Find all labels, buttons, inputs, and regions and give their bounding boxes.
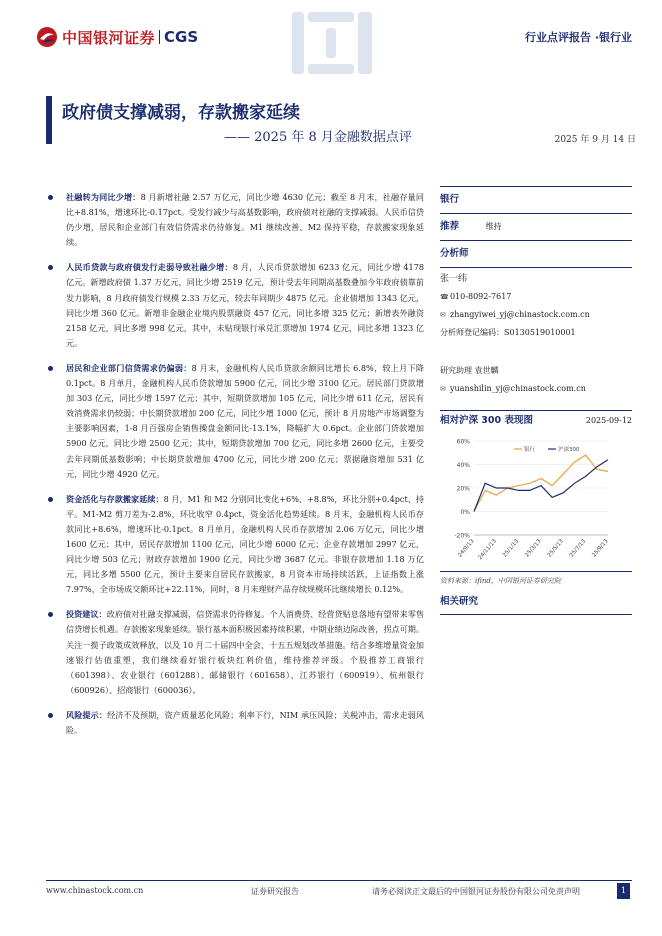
y-tick-label: 40% [456, 462, 470, 469]
page-header [0, 0, 662, 80]
legend-label: 银行 [524, 447, 536, 453]
title-block [46, 96, 636, 146]
sidebar [440, 186, 632, 615]
assistant-email-row [440, 380, 632, 398]
chart-date: 2025-09-12 [585, 416, 632, 425]
x-tick-label: 25/1/13 [501, 538, 521, 559]
phone-icon: ☎ [440, 293, 449, 301]
analyst-phone: 010-8092-7617 [450, 292, 512, 301]
email-icon: ✉ [440, 311, 446, 319]
bullet-loans-govbonds: 人民币贷款与政府债发行走弱导致社融少增：8 月，人民币贷款增加 6233 亿元，同比少增 4178 亿元。新增政府债 1.37 万亿元，同比少增 2519 亿元，预计受去年同期高基数叠加今年政府债靠前发力影响，8 月政府债发行规模 2.33 万亿元，较去年同期少 4875 亿元。企业债增加 1343 亿元，同比少增 360 亿元。新增非金融企业境内股票融资 457 亿元，同比多增 325 亿元；新增表外融资 2158 亿元，同比多增 998 亿元，其中，未贴现银行承兑汇票增加 1974 亿元，同比多增 1323 亿元。 [46, 260, 424, 351]
rating-label: 推荐 [440, 221, 460, 232]
bullet-investment-advice: 投资建议：政府债对社融支撑减弱，信贷需求仍待修复。个人消费贷、经营贷贴息落地有望带来零售信贷增长机遇。存款搬家现象延续。银行基本面积极因素持续积累，中期业绩边际改善，拐点可期。关注一揽子政策成效释放，以及 10 月二十届四中全会、十五五规划改革措施。结合多维增量资金加速银行估值重塑，我们继续看好银行板块红利价值，维持推荐评级。个股推荐工商银行（601398）、农业银行（601288）、邮储银行（601658）、江苏银行（600919）、杭州银行（600926）、招商银行（600036）。 [46, 607, 424, 698]
rating-value: 维持 [485, 222, 502, 231]
watermark-graphic [288, 8, 376, 78]
footer-disclaimer: 请务必阅读正文最后的中国银河证券股份有限公司免责声明 [372, 887, 580, 896]
x-tick-label: 25/5/13 [546, 538, 565, 559]
x-tick-label: 25/9/13 [591, 538, 610, 559]
relative-performance-chart [440, 431, 632, 571]
sidebar-rule [440, 614, 632, 615]
title-accent-bar [46, 96, 52, 144]
y-tick-label: 60% [456, 438, 470, 446]
sub-title: —— 2025 年 8 月金融数据点评 [224, 130, 412, 145]
industry-label: 银行 [440, 194, 460, 205]
bullet-dot-icon [48, 366, 53, 371]
analyst-heading: 分析师 [440, 248, 469, 259]
bullet-dot-icon [48, 713, 53, 718]
x-tick-label: 25/3/13 [524, 538, 543, 559]
y-tick-label: -20% [454, 532, 470, 540]
analyst-cert: 分析师登记编码：S0130519010001 [440, 328, 576, 337]
chart-svg [440, 431, 632, 571]
sidebar-rule [440, 267, 632, 268]
bullet-social-financing: 社融转为同比少增：8 月新增社融 2.57 万亿元，同比少增 4630 亿元；截至 8 月末，社融存量同比+8.81%，增速环比-0.17pct。受发行减少与高基数影响，政府债对社融的支撑减弱。人民币信贷仍少增，居民和企业部门有效信贷需求仍待修复。M1 继续改善、M2 保持平稳，存款搬家现象延续。 [46, 190, 424, 250]
chart-heading [440, 411, 632, 431]
assistant-name: 研究助理 袁世麟 [440, 366, 499, 375]
assistant-email: yuanshilin_yj@chinastock.com.cn [450, 384, 586, 393]
bullet-dot-icon [48, 612, 53, 617]
x-tick-label: 24/11/13 [477, 538, 498, 562]
logo-separator [159, 30, 160, 44]
main-title: 政府债支撑减弱，存款搬家延续 [62, 103, 300, 123]
y-tick-label: 20% [456, 485, 470, 493]
report-type: 行业点评报告 ·银行业 [524, 31, 632, 44]
email-icon: ✉ [440, 385, 446, 393]
related-research-heading: 相关研究 [440, 596, 479, 607]
page-number: 1 [617, 883, 630, 899]
bullet-dot-icon [48, 195, 53, 200]
analyst-phone-row [440, 288, 632, 306]
x-tick-label: 25/7/13 [568, 538, 588, 559]
legend-label: 沪深300 [558, 447, 580, 453]
company-logo [36, 26, 198, 48]
rating-row [440, 214, 632, 240]
page-footer [0, 880, 662, 936]
bullet-dot-icon [48, 497, 53, 502]
logo-text-en: CGS [164, 28, 199, 46]
cgs-logo-icon [36, 26, 58, 48]
main-content [46, 190, 424, 748]
x-tick-label: 24/9/13 [457, 538, 476, 559]
y-tick-label: 0% [460, 509, 470, 516]
bullet-credit-demand: 居民和企业部门信贷需求仍偏弱：8 月末，金融机构人民币贷款余额同比增长 6.8%，较上月下降 0.1pct。8 月单月，金融机构人民币贷款增加 5900 亿元，同比少增 3100 亿元。居民部门贷款增加 303 亿元，同比少增 1597 亿元；其中，短期贷款增加 105 亿元，同比少增 611 亿元，居民有效消费需求仍较弱；中长期贷款增加 200 亿元，同比少增 1000 亿元，预计 8 月房地产市场调整为主要影响因素，1-8 月百强房企销售操盘金额同比-13.1%，降幅扩大 0.6pct。企业部门贷款增加 5900 亿元，同比少增 2500 亿元；其中，短期贷款增加 700 亿元，同比多增 2600 亿元，主要受去年同期低基数影响；中长期贷款增加 4700 亿元，同比少增 200 亿元；票据融资增加 531 亿元，同比少增 4920 亿元。 [46, 361, 424, 482]
footer-url[interactable]: www.chinastock.com.cn [46, 886, 144, 895]
chart-title: 相对沪深 300 表现图 [440, 415, 533, 426]
logo-text-cn: 中国银河证券 [62, 28, 156, 47]
report-date: 2025 年 9 月 14 日 [554, 135, 636, 145]
analyst-name: 张一纬 [440, 274, 468, 284]
bullet-dot-icon [48, 265, 53, 270]
bullet-risk-warning: 风险提示：经济不及预期，资产质量恶化风险；利率下行，NIM 承压风险；关税冲击，需求走弱风险。 [46, 708, 424, 738]
series-line [474, 460, 608, 512]
series-line [474, 455, 608, 511]
footer-doc-type: 证券研究报告 [251, 887, 299, 896]
bullet-deposit-migration: 资金活化与存款搬家延续：8 月，M1 和 M2 分别同比变化+6%、+8.8%，环比分别+0.4pct、持平。M1-M2 剪刀差为-2.8%，环比收窄 0.4pct，资金活化趋势延续。8 月末，金融机构人民币存款同比+8.6%，增速环比-0.1pct。8 月单月，金融机构人民币存款增加 2.06 万亿元，同比少增 1600 亿元；其中，居民存款增加 1100 亿元，同比少增 6000 亿元；企业存款增加 2997 亿元，同比少增 503 亿元；财政存款增加 1900 亿元，同比少增 3687 亿元。非银存款增加 1.18 万亿元，同比多增 5500 亿元，预计主要来自居民存款搬家，8 月资本市场持续活跃，上证指数上涨 7.97%，全市场成交额环比+22.11%，同时，8 月末理财产品存续规模环比继续增长 0.12%。 [46, 492, 424, 598]
footer-rule [46, 880, 632, 881]
analyst-email-row [440, 306, 632, 324]
chart-source: 资料来源：ifind，中国银河证券研究院 [440, 577, 561, 585]
analyst-email: zhangyiwei_yj@chinastock.com.cn [450, 310, 590, 319]
